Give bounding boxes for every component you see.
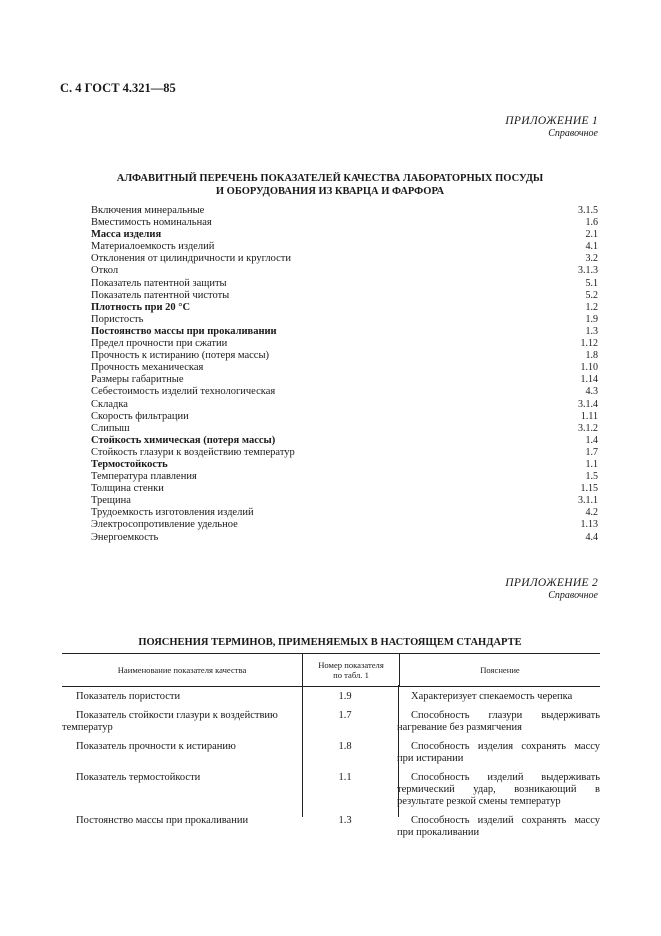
index-item	[91, 483, 598, 495]
index-item	[91, 411, 598, 423]
appendix-2-label	[505, 577, 598, 601]
index-item	[91, 302, 598, 314]
index-term: Прочность механическая	[91, 362, 204, 374]
index-title	[60, 172, 600, 198]
terms-table	[62, 653, 600, 846]
index-title-line-2: И ОБОРУДОВАНИЯ ИЗ КВАРЦА И ФАРФОРА	[215, 186, 445, 197]
table-cell-ref: 1.7	[338, 710, 352, 721]
index-term: Показатель патентной защиты	[91, 277, 227, 289]
index-item	[91, 241, 598, 253]
index-title-line-1: АЛФАВИТНЫЙ ПЕРЕЧЕНЬ ПОКАЗАТЕЛЕЙ КАЧЕСТВА ЛАБОРАТОРНЫХ ПОСУДЫ	[116, 173, 544, 184]
table-cell-name: Показатель прочности к истиранию	[76, 741, 236, 752]
index-number: 2.1	[585, 229, 598, 241]
index-item	[91, 362, 598, 374]
index-number: 1.13	[580, 519, 598, 531]
index-term: Трудоемкость изготовления изделий	[91, 507, 254, 519]
index-item	[91, 326, 598, 338]
table-cell-ref: 1.9	[338, 691, 352, 702]
index-item	[91, 519, 598, 531]
table-cell-name: Показатель термостойкости	[76, 772, 201, 783]
index-term: Электросопротивление удельное	[91, 519, 238, 531]
index-number: 1.1	[585, 458, 598, 470]
table-cell-ref: 1.8	[338, 741, 352, 752]
page-header: С. 4 ГОСТ 4.321—85	[60, 81, 176, 95]
index-term: Размеры габаритные	[91, 374, 184, 386]
index-number: 3.1.4	[578, 398, 598, 410]
table-cell-name: Показатель стойкости глазури к воздействию температур	[62, 710, 278, 733]
index-item	[91, 435, 598, 447]
index-item	[91, 350, 598, 362]
index-term: Стойкость глазури к воздействию температур	[91, 446, 295, 458]
index-item	[91, 495, 598, 507]
index-number: 4.1	[585, 241, 598, 253]
table-cell-expl: Характеризует спекаемость черепка	[411, 691, 573, 702]
index-term: Вместимость номинальная	[91, 217, 212, 229]
index-item	[91, 278, 598, 290]
index-number: 1.11	[580, 410, 598, 422]
index-number: 1.10	[580, 362, 598, 374]
table-divider-right	[398, 685, 399, 817]
index-term: Складка	[91, 398, 128, 410]
index-item	[91, 423, 598, 435]
appendix-1-label	[505, 115, 598, 139]
index-number: 1.3	[585, 325, 598, 337]
index-number: 1.14	[580, 374, 598, 386]
index-number: 4.4	[585, 531, 598, 543]
header-ref	[302, 654, 400, 686]
table-header	[62, 653, 600, 687]
index-item	[91, 265, 598, 277]
index-number: 3.1.5	[578, 205, 598, 216]
table-row	[62, 741, 600, 765]
terms-title: ПОЯСНЕНИЯ ТЕРМИНОВ, ПРИМЕНЯЕМЫХ В НАСТОЯЩЕМ СТАНДАРТЕ	[138, 637, 522, 648]
header-ref-line-2: по табл. 1	[333, 670, 369, 680]
index-number: 1.9	[585, 313, 598, 325]
index-item	[91, 374, 598, 386]
index-item	[91, 532, 598, 544]
table-row	[62, 815, 600, 839]
table-divider-left	[302, 685, 303, 817]
index-item	[91, 205, 598, 217]
index-term: Скорость фильтрации	[91, 410, 189, 422]
index-term: Пористость	[91, 313, 144, 325]
index-item	[91, 459, 598, 471]
index-list	[91, 205, 598, 544]
index-number: 1.8	[585, 350, 598, 362]
index-item	[91, 471, 598, 483]
appendix-2-title: ПРИЛОЖЕНИЕ 2	[505, 577, 598, 589]
table-row	[62, 691, 600, 703]
index-number: 5.1	[585, 277, 598, 289]
table-row	[62, 772, 600, 808]
index-term: Прочность к истиранию (потеря массы)	[91, 350, 270, 362]
header-name: Наименование показателя качества	[117, 665, 247, 675]
index-number: 1.4	[585, 434, 598, 446]
index-item	[91, 399, 598, 411]
appendix-1-subtitle: Справочное	[548, 128, 598, 139]
index-item	[91, 338, 598, 350]
index-number: 4.2	[585, 507, 598, 519]
index-number: 1.2	[585, 301, 598, 313]
header-expl: Пояснение	[480, 665, 520, 675]
table-cell-name: Постоянство массы при прокаливании	[76, 815, 249, 826]
index-term: Отклонения от цилиндричности и круглости	[91, 253, 291, 265]
index-number: 5.2	[585, 289, 598, 301]
index-item	[91, 217, 598, 229]
index-number: 1.15	[580, 483, 598, 495]
index-term: Стойкость химическая (потеря массы)	[91, 434, 276, 446]
index-number: 3.2	[585, 253, 598, 265]
index-term: Термостойкость	[91, 458, 168, 470]
index-item	[91, 253, 598, 265]
table-row	[62, 710, 600, 734]
table-cell-expl: Способность изделий сохранять массу при прокаливании	[397, 815, 600, 838]
index-item	[91, 290, 598, 302]
appendix-2-subtitle: Справочное	[548, 590, 598, 601]
appendix-1-title: ПРИЛОЖЕНИЕ 1	[505, 115, 598, 127]
index-number: 3.1.3	[578, 265, 598, 277]
index-term: Предел прочности при сжатии	[91, 338, 228, 350]
index-term: Показатель патентной чистоты	[91, 289, 230, 301]
table-cell-ref: 1.3	[338, 815, 352, 826]
index-item	[91, 314, 598, 326]
index-number: 1.6	[585, 217, 598, 229]
header-ref-line-1: Номер показателя	[318, 660, 384, 670]
index-number: 3.1.2	[578, 422, 598, 434]
index-number: 1.5	[585, 471, 598, 483]
index-term: Слипыш	[91, 422, 130, 434]
index-term: Плотность при 20 °С	[91, 301, 191, 313]
table-cell-ref: 1.1	[338, 772, 352, 783]
index-term: Толщина стенки	[91, 483, 164, 495]
table-cell-name: Показатель пористости	[76, 691, 181, 702]
index-term: Трещина	[91, 495, 131, 507]
index-term: Откол	[91, 265, 119, 277]
table-cell-expl: Способность изделия сохранять массу при истирании	[397, 741, 600, 764]
index-number: 1.12	[580, 338, 598, 350]
index-term: Себестоимость изделий технологическая	[91, 386, 276, 398]
index-term: Материалоемкость изделий	[91, 241, 215, 253]
index-term: Энергоемкость	[91, 531, 159, 543]
index-item	[91, 386, 598, 398]
index-item	[91, 507, 598, 519]
table-cell-expl: Способность изделий выдерживать термический удар, возникающий в результате резкой смены температур	[397, 772, 600, 807]
index-term: Постоянство массы при прокаливании	[91, 325, 277, 337]
index-term: Температура плавления	[91, 471, 197, 483]
index-item	[91, 447, 598, 459]
table-body	[62, 687, 600, 839]
table-cell-expl: Способность глазури выдерживать нагревание без размягчения	[397, 710, 600, 733]
index-number: 3.1.1	[578, 495, 598, 507]
index-term: Масса изделия	[91, 229, 162, 241]
index-item	[91, 229, 598, 241]
index-term: Включения минеральные	[91, 205, 205, 216]
index-number: 1.7	[585, 446, 598, 458]
index-number: 4.3	[585, 386, 598, 398]
